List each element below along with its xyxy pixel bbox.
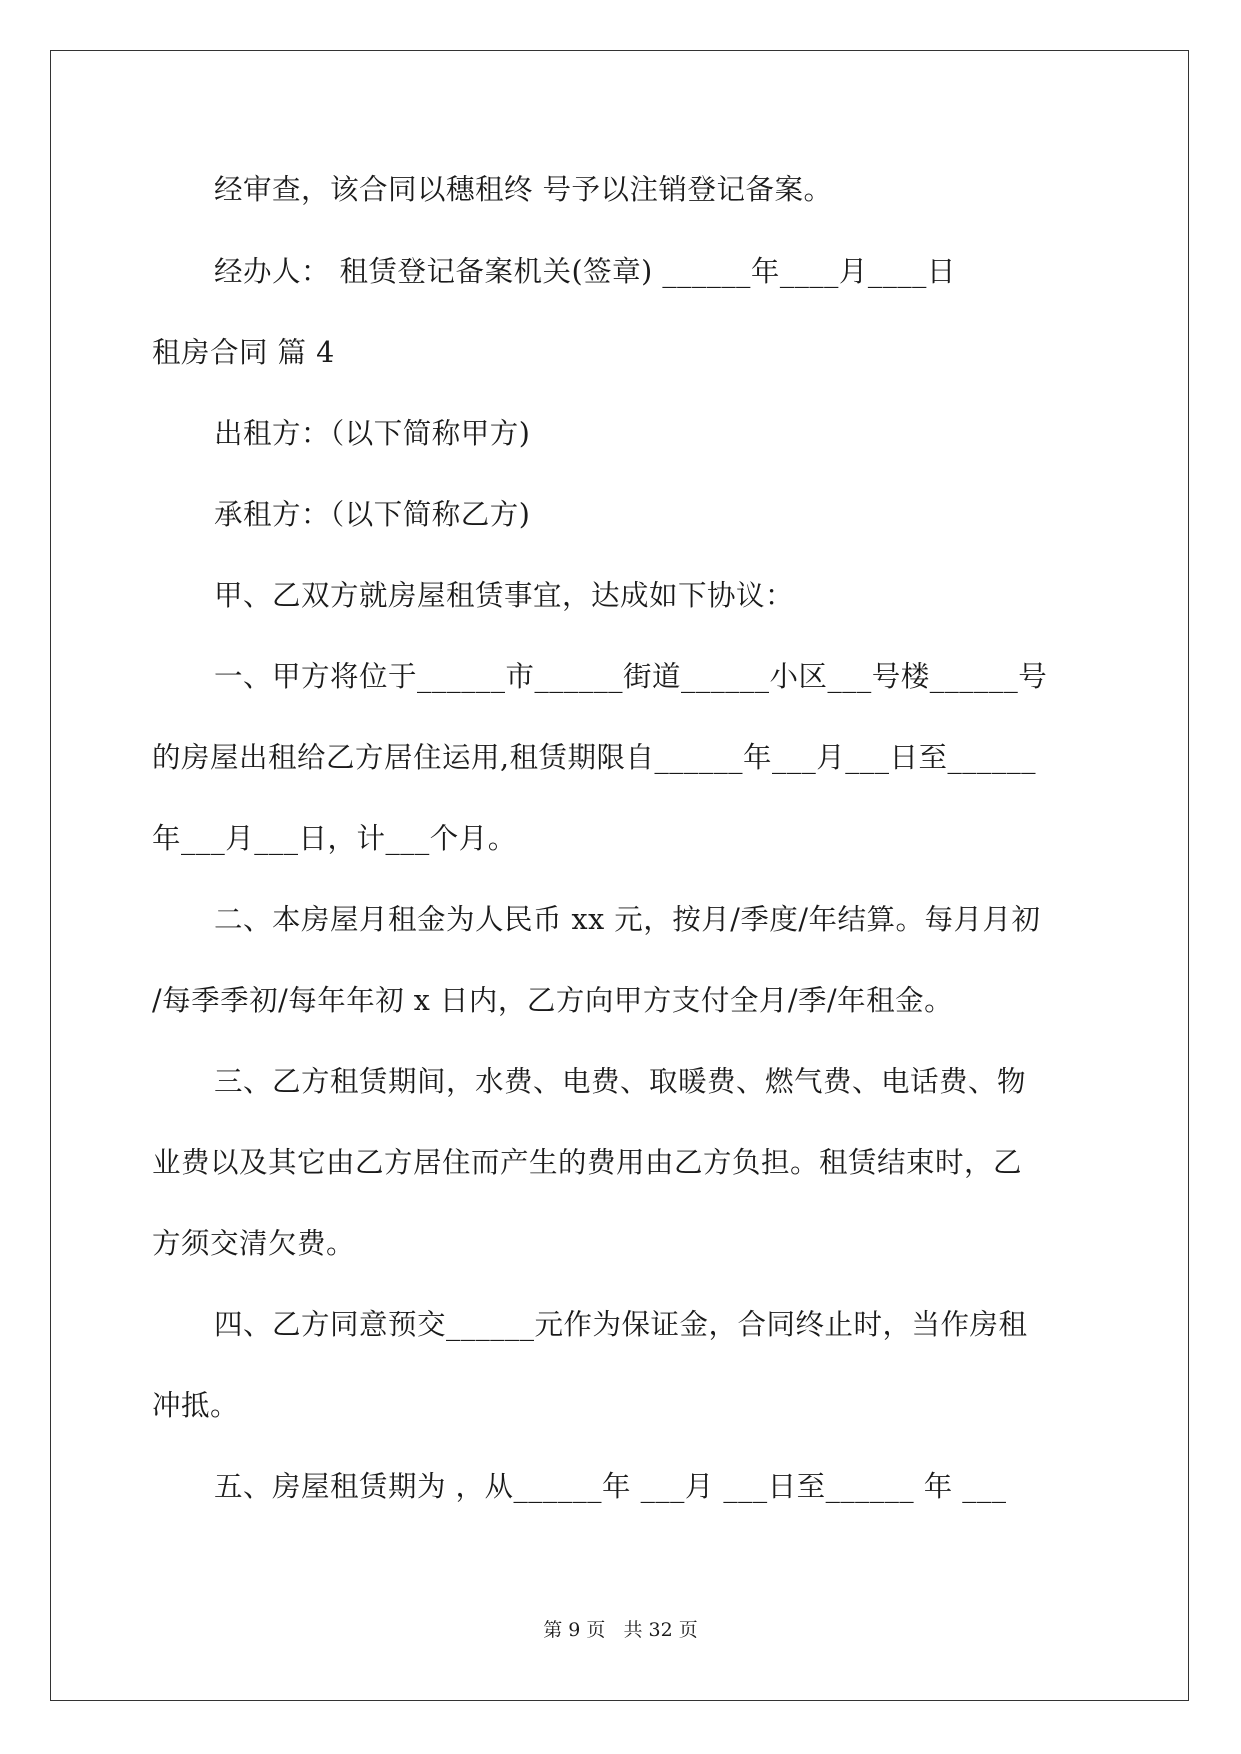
paragraph-line: 一、甲方将位于______市______街道______小区___号楼______号 (214, 660, 1048, 693)
page-number-footer: 第 9 页 共 32 页 (543, 1619, 698, 1641)
paragraph-line: 年___月___日，计___个月。 (152, 822, 517, 855)
paragraph-line: 五、房屋租赁期为 ，从______年 ___月 ___日至______ 年 ___ (214, 1470, 1007, 1503)
paragraph-line: 的房屋出租给乙方居住运用,租赁期限自______年___月___日至______ (152, 741, 1037, 774)
paragraph-line: 经审查，该合同以穗租终 号予以注销登记备案。 (214, 173, 833, 206)
paragraph-line: 二、本房屋月租金为人民币 xx 元，按月/季度/年结算。每月月初 (214, 903, 1041, 936)
paragraph-line: 经办人： 租赁登记备案机关(签章) ______年____月____日 (214, 255, 956, 288)
paragraph-line: 业费以及其它由乙方居住而产生的费用由乙方负担。租赁结束时，乙 (152, 1146, 1023, 1179)
paragraph-line: /每季季初/每年年初 x 日内，乙方向甲方支付全月/季/年租金。 (152, 984, 954, 1017)
paragraph-line: 四、乙方同意预交______元作为保证金，合同终止时，当作房租 (214, 1308, 1028, 1341)
paragraph-line: 出租方：（以下简称甲方) (214, 417, 531, 450)
paragraph-line: 冲抵。 (152, 1389, 240, 1422)
paragraph-line: 方须交清欠费。 (152, 1227, 356, 1260)
section-heading: 租房合同 篇 4 (152, 336, 335, 369)
paragraph-line: 承租方：（以下简称乙方) (214, 498, 531, 531)
paragraph-line: 甲、乙双方就房屋租赁事宜，达成如下协议： (214, 579, 795, 612)
page-border (50, 50, 1189, 1701)
paragraph-line: 三、乙方租赁期间，水费、电费、取暖费、燃气费、电话费、物 (214, 1065, 1027, 1098)
